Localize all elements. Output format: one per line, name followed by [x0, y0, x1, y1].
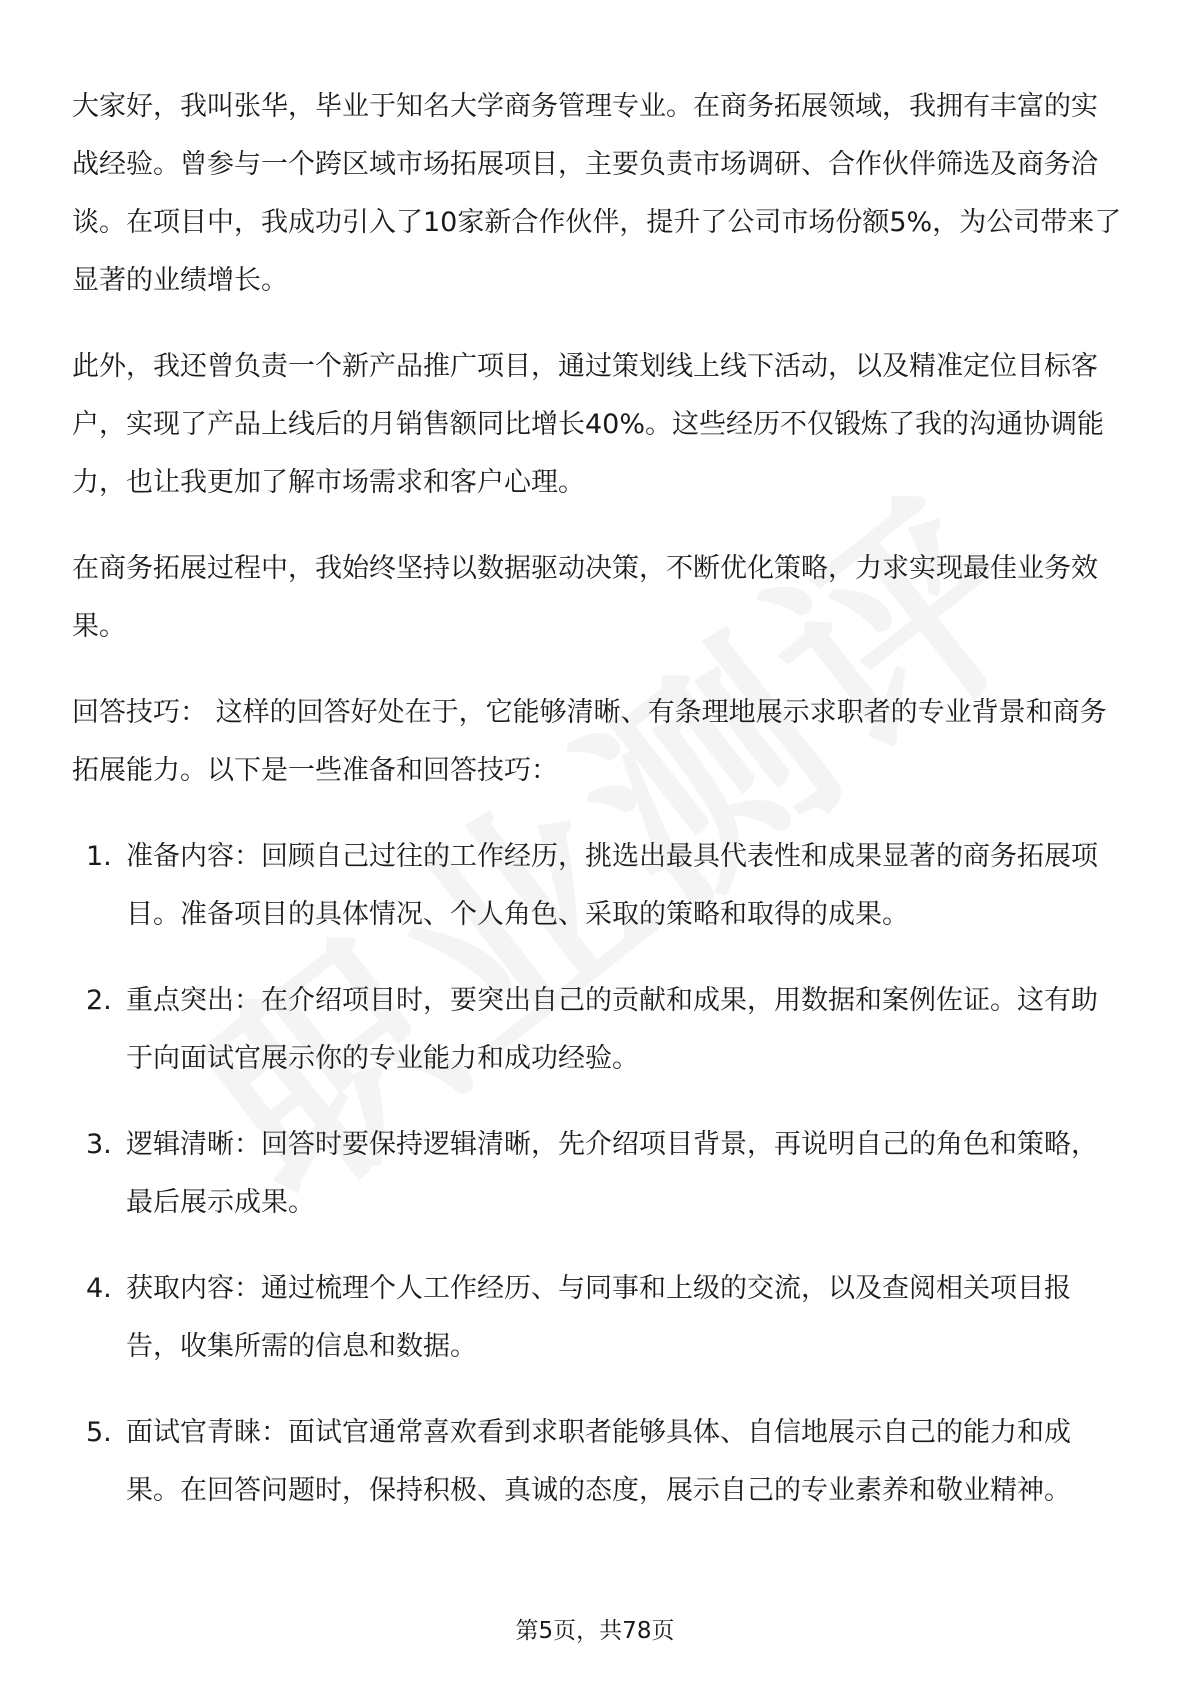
list-item [72, 828, 1122, 944]
list-item [72, 1404, 1122, 1520]
list-item-number: 1. [86, 841, 112, 872]
document-body [72, 78, 1122, 1548]
list-item-number: 5. [86, 1417, 112, 1448]
paragraph-tips-intro: 回答技巧： 这样的回答好处在于，它能够清晰、有条理地展示求职者的专业背景和商务拓展能力。以下是一些准备和回答技巧： [72, 697, 1107, 786]
list-item-text: 逻辑清晰：回答时要保持逻辑清晰，先介绍项目背景，再说明自己的角色和策略，最后展示成果。 [126, 1129, 1098, 1218]
list-item-text: 面试官青睐：面试官通常喜欢看到求职者能够具体、自信地展示自己的能力和成果。在回答问题时，保持积极、真诚的态度，展示自己的专业素养和敬业精神。 [126, 1417, 1071, 1506]
list-item [72, 1116, 1122, 1232]
paragraph-approach: 在商务拓展过程中，我始终坚持以数据驱动决策，不断优化策略，力求实现最佳业务效果。 [72, 553, 1098, 642]
page-footer: 第5页，共78页 [515, 1618, 675, 1644]
list-item-text: 重点突出：在介绍项目时，要突出自己的贡献和成果，用数据和案例佐证。这有助于向面试官展示你的专业能力和成功经验。 [126, 985, 1098, 1074]
paragraph-intro: 大家好，我叫张华，毕业于知名大学商务管理专业。在商务拓展领域，我拥有丰富的实战经验。曾参与一个跨区域市场拓展项目，主要负责市场调研、合作伙伴筛选及商务洽谈。在项目中，我成功引入了10家新合作伙伴，提升了公司市场份额5%，为公司带来了显著的业绩增长。 [72, 91, 1122, 296]
list-item-number: 4. [86, 1273, 112, 1304]
list-item-number: 2. [86, 985, 112, 1016]
list-item [72, 1260, 1122, 1376]
list-item-number: 3. [86, 1129, 112, 1160]
paragraph-experience: 此外，我还曾负责一个新产品推广项目，通过策划线上线下活动，以及精准定位目标客户，实现了产品上线后的月销售额同比增长40%。这些经历不仅锻炼了我的沟通协调能力，也让我更加了解市场需求和客户心理。 [72, 351, 1105, 498]
list-item-text: 获取内容：通过梳理个人工作经历、与同事和上级的交流，以及查阅相关项目报告，收集所需的信息和数据。 [126, 1273, 1071, 1362]
list-item [72, 972, 1122, 1088]
tips-list [72, 828, 1122, 1520]
list-item-text: 准备内容：回顾自己过往的工作经历，挑选出最具代表性和成果显著的商务拓展项目。准备项目的具体情况、个人角色、采取的策略和取得的成果。 [126, 841, 1098, 930]
